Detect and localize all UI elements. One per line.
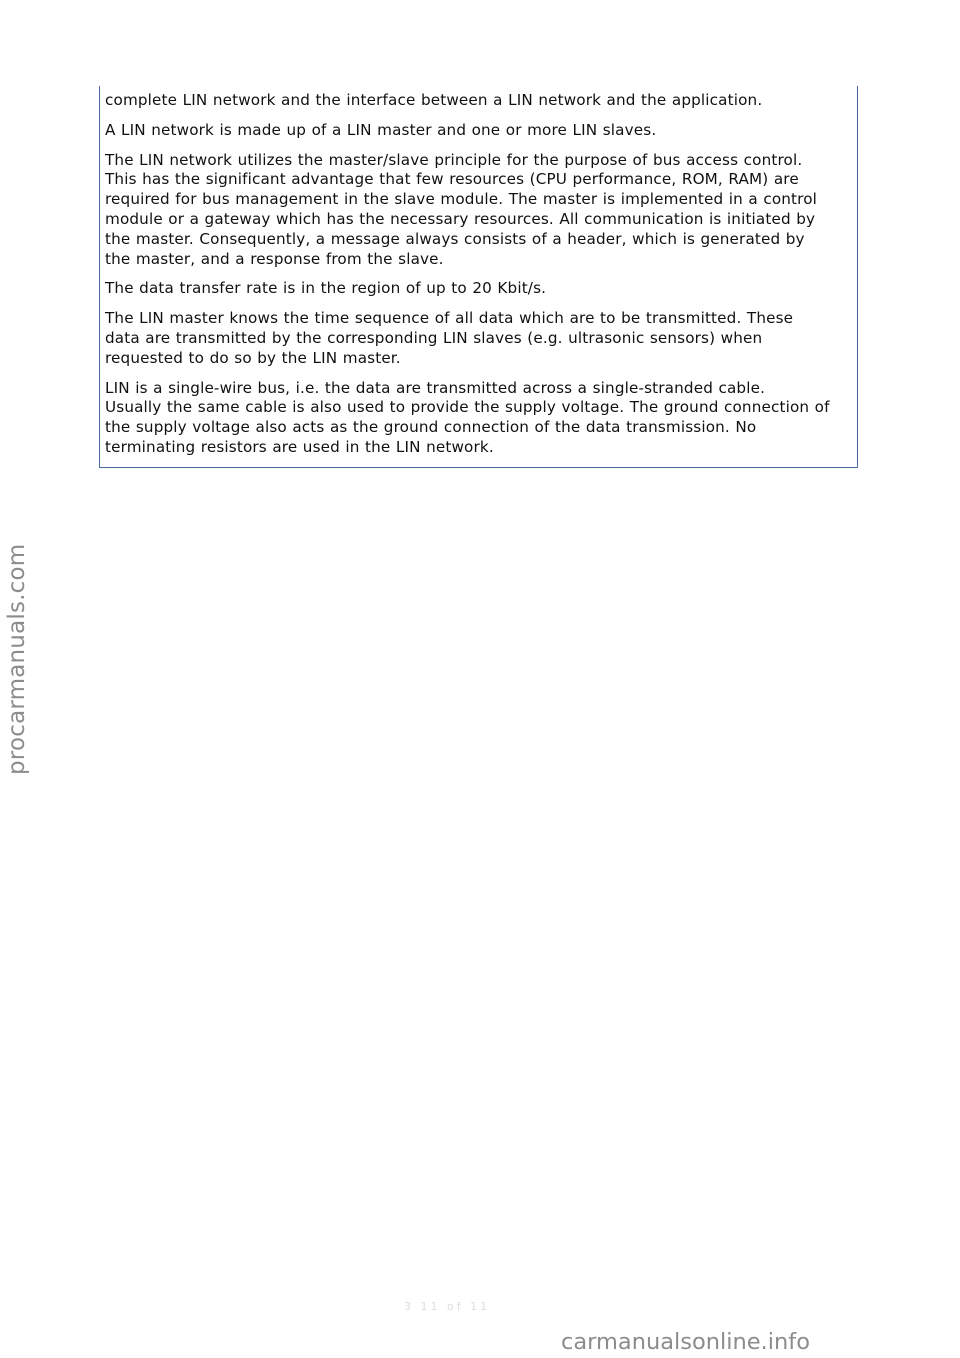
paragraph-2: A LIN network is made up of a LIN master and one or more LIN slaves. xyxy=(105,120,657,139)
bottom-watermark: carmanualsonline.info xyxy=(561,1329,810,1355)
paragraph-1: complete LIN network and the interface between a LIN network and the application. xyxy=(105,91,763,109)
page-number: 3 11 of 11 xyxy=(404,1300,491,1313)
paragraph-4: The data transfer rate is in the region of up to 20 Kbit/s. xyxy=(105,279,547,298)
paragraph-3: The LIN network utilizes the master/slave principle for the purpose of bus access control. This has the significant advantage that few resources (CPU performance, ROM, RAM) are required for bus management in the slave module. The master is implemented in a control module or a gateway which has the necessary resources. All communication is initiated by the master. Consequently, a message always consists of a header, which is generated by the master, and a response from the slave. xyxy=(105,150,818,268)
paragraph-6: LIN is a single-wire bus, i.e. the data are transmitted across a single-stranded cable. Usually the same cable is also used to provide the supply voltage. The ground connection of the supply voltage also acts as the ground connection of the data transmission. No terminating resistors are used in the LIN network. xyxy=(105,378,830,456)
content-frame xyxy=(99,86,858,468)
side-watermark: procarmanuals.com xyxy=(4,543,30,775)
paragraph-5: The LIN master knows the time sequence of all data which are to be transmitted. These data are transmitted by the corresponding LIN slaves (e.g. ultrasonic sensors) when requested to do so by the LIN master. xyxy=(105,309,794,367)
